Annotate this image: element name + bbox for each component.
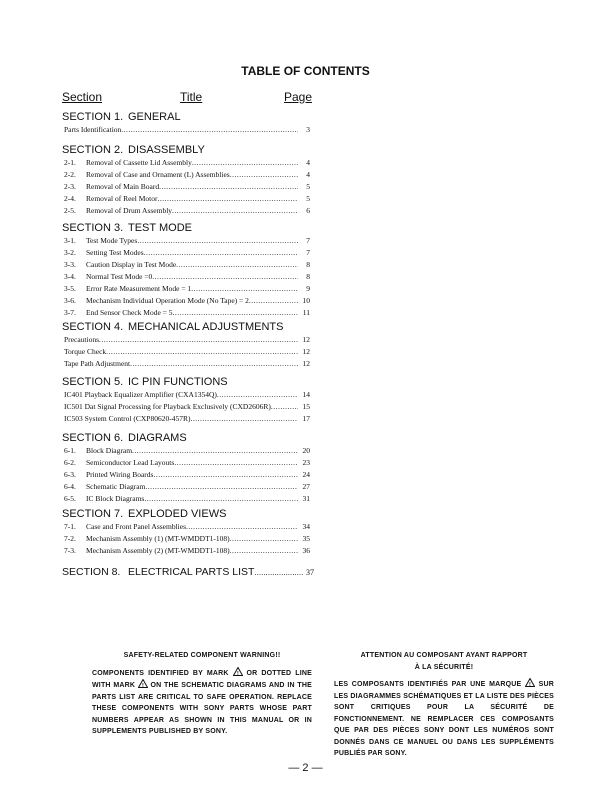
section-name: EXPLODED VIEWS — [128, 508, 227, 520]
entry-page: 15 — [302, 402, 310, 411]
caution-triangle-icon — [525, 678, 535, 687]
entry-title: Semiconductor Lead Layouts — [86, 458, 175, 467]
entry-number: 6-2. — [64, 458, 76, 467]
warning-text: OR DOTTED — [246, 669, 292, 677]
warning-text: ON THE SCHEMATIC DIAGRAMS — [150, 682, 267, 689]
entry-page: 5 — [306, 194, 310, 203]
section-name: IC PIN FUNCTIONS — [128, 376, 228, 388]
entry-number: 2-3. — [64, 182, 76, 191]
entry-page: 23 — [302, 458, 310, 467]
entry-title: Precautions — [64, 335, 99, 344]
entry-number: 6-1. — [64, 446, 76, 455]
section-heading — [62, 376, 228, 388]
section-name: MECHANICAL ADJUSTMENTS — [128, 321, 284, 333]
svg-text:!: ! — [236, 670, 239, 676]
entry-number: 3-5. — [64, 284, 76, 293]
entry-page: 9 — [306, 284, 310, 293]
toc-entry — [64, 494, 310, 506]
warning-text: LINE WITH MARK — [92, 669, 312, 689]
caution-triangle-icon — [138, 679, 148, 688]
safety-warning-french — [334, 650, 554, 760]
caution-triangle-icon — [233, 667, 243, 676]
entry-number: 7-2. — [64, 534, 76, 543]
entry-title: Caution Display in Test Mode — [86, 260, 177, 269]
entry-page: 12 — [302, 335, 310, 344]
warning-heading: ATTENTION AU COMPOSANT AYANT RAPPORT — [360, 652, 528, 659]
section-name: ELECTRICAL PARTS LIST — [128, 566, 255, 578]
toc-entry — [64, 446, 310, 458]
entry-number: 3-4. — [64, 272, 76, 281]
column-header-section: Section — [62, 90, 103, 104]
section-name: DISASSEMBLY — [128, 144, 205, 156]
entry-page: 17 — [302, 414, 310, 423]
entry-title: Test Mode Types — [86, 236, 138, 245]
toc-entry — [64, 236, 310, 248]
entry-number: 2-5. — [64, 206, 76, 215]
entry-number: 3-3. — [64, 260, 76, 269]
entry-page: 34 — [302, 522, 310, 531]
toc-entry — [64, 534, 310, 546]
toc-entry — [64, 272, 310, 284]
entry-page: 31 — [302, 494, 310, 503]
entry-number: 2-2. — [64, 170, 76, 179]
section-number: SECTION 1. — [62, 111, 124, 123]
section-number: SECTION 7. — [62, 508, 124, 520]
entry-page: 10 — [302, 296, 310, 305]
warning-heading: À LA SÉCURITÉ! — [414, 663, 474, 671]
entry-title: IC503 System Control (CXP80620-457R) — [64, 414, 191, 423]
toc-entry — [64, 296, 310, 308]
warning-text: COMPONENTS IDENTIFIED BY MARK — [92, 669, 229, 677]
entry-page: 36 — [302, 546, 310, 555]
entry-title: Mechanism Assembly (1) (MT-WMDDT1-108) — [86, 534, 230, 543]
warning-text: SUR LES DIAGRAMMES SCHÉMATIQUES ET LA LISTE DES PIÈCES SONT CRITIQUES POUR LA SÉCURITÉ DE FONCTIONNEMENT. NE REMPLACER CES COMPOSANTS QUE PAR DES PIÈCES SONY DONT LES NUMÉROS SONT DONNÉS DANS CE MANUEL OU DANS LES SUPPLÉMENTS PUBLIÉS PAR SONY. — [334, 681, 554, 757]
toc-entry — [64, 194, 310, 206]
section-heading — [62, 508, 226, 520]
entry-page: 37 — [306, 568, 314, 577]
entry-number: 6-4. — [64, 482, 76, 491]
entry-title: Removal of Case and Ornament (L) Assemblies — [86, 170, 230, 179]
section-heading — [62, 111, 181, 123]
toc-entry — [64, 182, 310, 194]
toc-entry — [64, 390, 310, 402]
section-number: SECTION 6. — [62, 432, 124, 444]
section-heading — [62, 144, 205, 156]
entry-number: 6-5. — [64, 494, 76, 503]
entry-page: 27 — [302, 482, 310, 491]
entry-title: Mechanism Individual Operation Mode (No Tape) = 2 — [86, 296, 249, 305]
entry-page: 7 — [306, 248, 310, 257]
entry-title: Mechanism Assembly (2) (MT-WMDDT1-108) — [86, 546, 230, 555]
entry-number: 7-1. — [64, 522, 76, 531]
entry-page: 4 — [306, 158, 310, 167]
entry-page: 5 — [306, 182, 310, 191]
toc-entry — [64, 158, 310, 170]
entry-title: Tape Path Adjustment — [64, 359, 131, 368]
safety-warning-english — [92, 650, 312, 738]
entry-title: End Sensor Check Mode = 5 — [86, 308, 173, 317]
toc-entry — [64, 260, 310, 272]
entry-page: 11 — [302, 308, 310, 317]
section-number: SECTION 5. — [62, 376, 124, 388]
toc-entry — [64, 125, 310, 137]
section-heading — [62, 432, 187, 444]
toc-entry — [64, 470, 310, 482]
section-name: GENERAL — [128, 111, 181, 123]
toc-entry — [64, 458, 310, 470]
warning-text: AND IN THE PARTS LIST ARE CRITICAL TO SAFE OPERATION. REPLACE THESE COMPONENTS WITH SONY PARTS WHOSE PART NUMBERS APPEAR AS SHOWN IN THIS MANUAL OR IN SUPPLEMENTS PUBLISHED BY SONY. — [92, 682, 312, 735]
column-header-page: Page — [284, 90, 313, 104]
toc-entry — [64, 308, 310, 320]
entry-title: Block Diagram — [86, 446, 133, 455]
entry-title: Case and Front Panel Assemblies — [86, 522, 186, 531]
section-heading — [62, 222, 192, 234]
warning-text: LES COMPOSANTS IDENTIFIÉS PAR UNE MARQUE — [334, 681, 522, 688]
entry-title: IC Block Diagrams — [86, 494, 145, 503]
entry-number: 3-6. — [64, 296, 76, 305]
toc-entry — [64, 402, 310, 414]
svg-text:!: ! — [141, 682, 144, 688]
entry-title: Removal of Reel Motor — [86, 194, 158, 203]
entry-page: 12 — [302, 359, 310, 368]
entry-number: 3-1. — [64, 236, 76, 245]
column-header-title: Title — [180, 90, 203, 104]
section-number: SECTION 8. — [62, 566, 121, 578]
entry-number: 3-7. — [64, 308, 76, 317]
section-name: TEST MODE — [128, 222, 192, 234]
toc-entry — [64, 284, 310, 296]
section-number: SECTION 4. — [62, 321, 124, 333]
entry-title: IC401 Playback Equalizer Amplifier (CXA1354Q) — [64, 390, 217, 399]
entry-page: 7 — [306, 236, 310, 245]
section-number: SECTION 2. — [62, 144, 124, 156]
toc-entry — [64, 206, 310, 218]
entry-title: Removal of Main Board — [86, 182, 160, 191]
entry-page: 4 — [306, 170, 310, 179]
entry-number: 6-3. — [64, 470, 76, 479]
entry-title: IC501 Dat Signal Processing for Playback Exclusively (CXD2606R) — [64, 402, 271, 411]
entry-page: 24 — [302, 470, 310, 479]
entry-page: 3 — [306, 125, 310, 134]
entry-page: 6 — [306, 206, 310, 215]
toc-entry — [64, 522, 310, 534]
warning-heading: SAFETY-RELATED COMPONENT WARNING!! — [123, 652, 281, 659]
entry-number: 7-3. — [64, 546, 76, 555]
entry-title: Schematic Diagram — [86, 482, 146, 491]
entry-title: Removal of Cassette Lid Assembly — [86, 158, 192, 167]
entry-number: 3-2. — [64, 248, 76, 257]
entry-page: 12 — [302, 347, 310, 356]
entry-title: Removal of Drum Assembly — [86, 206, 173, 215]
entry-title: Parts Identification — [64, 125, 122, 134]
entry-title: Normal Test Mode =0 — [86, 272, 153, 281]
toc-entry — [64, 170, 310, 182]
section-name: DIAGRAMS — [128, 432, 187, 444]
entry-page: 14 — [302, 390, 310, 399]
entry-title: Torque Check — [64, 347, 107, 356]
entry-title: Setting Test Modes — [86, 248, 144, 257]
toc-entry — [64, 482, 310, 494]
toc-entry — [64, 359, 310, 371]
section-number: SECTION 3. — [62, 222, 124, 234]
entry-page: 8 — [306, 260, 310, 269]
entry-page: 8 — [306, 272, 310, 281]
toc-entry — [64, 248, 310, 260]
entry-number: 2-4. — [64, 194, 76, 203]
toc-entry — [64, 414, 310, 426]
entry-title: Error Rate Measurement Mode = 1 — [86, 284, 192, 293]
toc-entry — [64, 335, 310, 347]
section-heading — [62, 321, 283, 333]
page-number: — 2 — — [288, 762, 323, 774]
entry-page: 35 — [302, 534, 310, 543]
toc-entry — [64, 546, 310, 558]
section-heading — [62, 566, 314, 578]
entry-number: 2-1. — [64, 158, 76, 167]
toc-entry — [64, 347, 310, 359]
toc-title: TABLE OF CONTENTS — [241, 64, 370, 78]
entry-title: Printed Wiring Boards — [86, 470, 154, 479]
entry-page: 20 — [302, 446, 310, 455]
svg-text:!: ! — [528, 681, 532, 687]
